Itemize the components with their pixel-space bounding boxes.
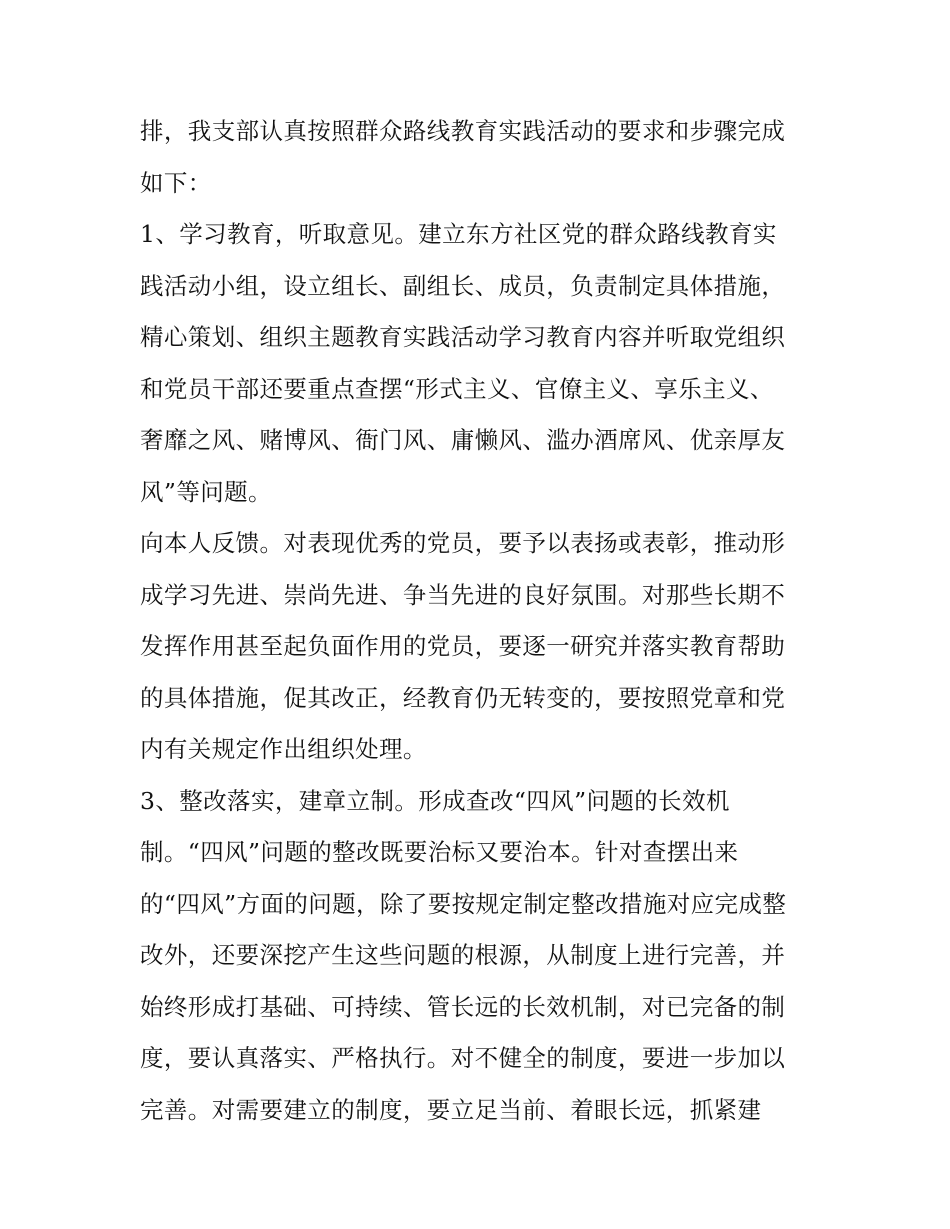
text-line: 3、整改落实，建章立制。形成查改“四风”问题的长效机 — [140, 786, 730, 815]
text-line: 的“四风”方面的问题，除了要按规定制定整改措施对应完成整 — [140, 889, 787, 918]
document-body — [140, 106, 820, 1136]
text-line: 内有关规定作出组织处理。 — [140, 735, 427, 763]
text-line: 发挥作用甚至起负面作用的党员，要逐一研究并落实教育帮助 — [140, 632, 786, 660]
text-line: 度，要认真落实、严格执行。对不健全的制度，要进一步加以 — [140, 1044, 786, 1072]
text-line: 和党员干部还要重点查摆“形式主义、官僚主义、享乐主义、 — [140, 374, 774, 403]
text-line: 如下： — [140, 168, 212, 197]
text-line: 精心策划、组织主题教育实践活动学习教育内容并听取党组织 — [140, 323, 786, 351]
text-line: 改外，还要深挖产生这些问题的根源，从制度上进行完善，并 — [140, 941, 786, 969]
text-line: 始终形成打基础、可持续、管长远的长效机制，对已完备的制 — [140, 992, 786, 1021]
text-line: 1、学习教育，听取意见。建立东方社区党的群众路线教育实 — [140, 220, 777, 248]
text-line: 的具体措施，促其改正，经教育仍无转变的，要按照党章和党 — [140, 683, 786, 712]
text-line: 制。“四风”问题的整改既要治标又要治本。针对查摆出来 — [140, 838, 739, 866]
text-line: 成学习先进、崇尚先进、争当先进的良好氛围。对那些长期不 — [140, 580, 786, 609]
text-line: 完善。对需要建立的制度，要立足当前、着眼长远，抓紧建 — [140, 1095, 762, 1124]
text-line: 风”等问题。 — [140, 477, 272, 506]
text-line: 践活动小组，设立组长、副组长、成员，负责制定具体措施， — [140, 271, 786, 300]
text-line: 排，我支部认真按照群众路线教育实践活动的要求和步骤完成 — [140, 117, 786, 145]
text-line: 奢靡之风、赌博风、衙门风、庸懒风、滥办酒席风、优亲厚友 — [140, 426, 786, 454]
text-line: 向本人反馈。对表现优秀的党员，要予以表扬或表彰，推动形 — [140, 529, 786, 557]
